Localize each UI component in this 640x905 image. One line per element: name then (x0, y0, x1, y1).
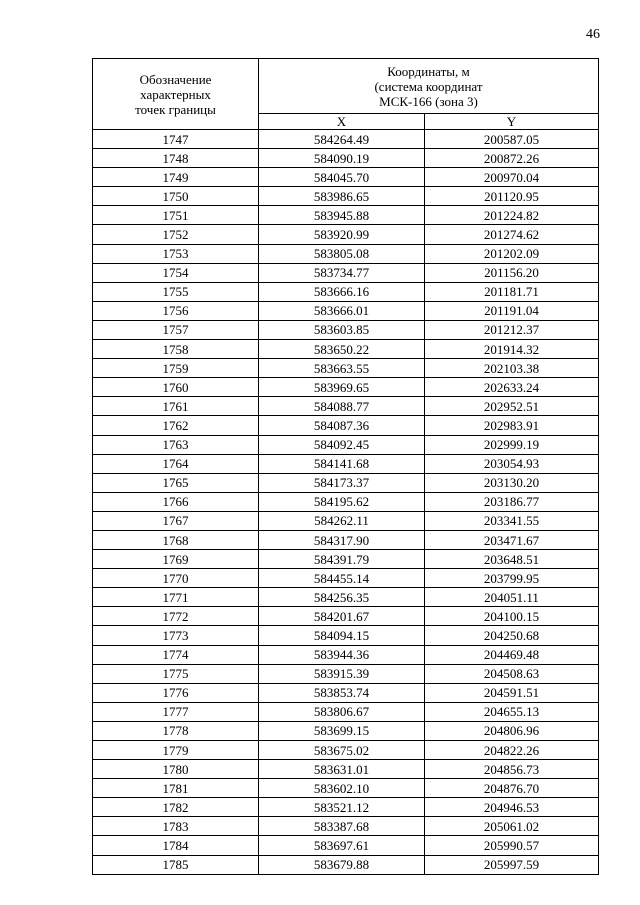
cell-x: 583666.16 (259, 282, 425, 301)
header-x: X (259, 114, 425, 130)
table-row (93, 168, 599, 187)
table-row (93, 206, 599, 225)
cell-point: 1767 (93, 511, 259, 530)
cell-y: 201191.04 (425, 301, 599, 320)
cell-y: 203130.20 (425, 473, 599, 492)
table-body (93, 130, 599, 875)
cell-y: 202983.91 (425, 416, 599, 435)
cell-point: 1763 (93, 435, 259, 454)
cell-point: 1776 (93, 683, 259, 702)
cell-x: 583915.39 (259, 664, 425, 683)
cell-x: 584173.37 (259, 473, 425, 492)
cell-point: 1759 (93, 359, 259, 378)
table-row (93, 416, 599, 435)
cell-point: 1780 (93, 760, 259, 779)
cell-x: 584262.11 (259, 511, 425, 530)
table-row (93, 741, 599, 760)
header-coordinates (259, 59, 599, 114)
cell-x: 584195.62 (259, 492, 425, 511)
table-row (93, 397, 599, 416)
cell-y: 205061.02 (425, 817, 599, 836)
cell-x: 583631.01 (259, 760, 425, 779)
cell-point: 1770 (93, 569, 259, 588)
header-designation-line-1: Обозначение (139, 71, 212, 87)
table-row (93, 702, 599, 721)
cell-x: 583521.12 (259, 798, 425, 817)
cell-x: 583806.67 (259, 702, 425, 721)
cell-y: 204822.26 (425, 741, 599, 760)
cell-y: 201202.09 (425, 244, 599, 263)
cell-x: 583986.65 (259, 187, 425, 206)
cell-x: 584391.79 (259, 550, 425, 569)
table-row (93, 569, 599, 588)
cell-point: 1784 (93, 836, 259, 855)
table-row (93, 454, 599, 473)
cell-x: 583650.22 (259, 340, 425, 359)
cell-point: 1782 (93, 798, 259, 817)
cell-point: 1772 (93, 607, 259, 626)
cell-point: 1766 (93, 492, 259, 511)
cell-point: 1768 (93, 530, 259, 549)
table-row (93, 320, 599, 339)
cell-x: 584264.49 (259, 130, 425, 149)
header-coordinates-line-1: Координаты, м (387, 63, 470, 79)
table-row (93, 664, 599, 683)
cell-x: 584092.45 (259, 435, 425, 454)
cell-y: 202952.51 (425, 397, 599, 416)
table-row (93, 683, 599, 702)
table-row (93, 130, 599, 149)
cell-y: 203648.51 (425, 550, 599, 569)
cell-y: 201224.82 (425, 206, 599, 225)
cell-x: 583602.10 (259, 779, 425, 798)
cell-point: 1783 (93, 817, 259, 836)
cell-x: 583734.77 (259, 263, 425, 282)
header-y: Y (425, 114, 599, 130)
table-row (93, 359, 599, 378)
cell-point: 1760 (93, 378, 259, 397)
cell-x: 583603.85 (259, 320, 425, 339)
cell-y: 204508.63 (425, 664, 599, 683)
cell-point: 1747 (93, 130, 259, 149)
cell-point: 1754 (93, 263, 259, 282)
cell-y: 201120.95 (425, 187, 599, 206)
table-header-row (93, 59, 599, 114)
table-row (93, 626, 599, 645)
cell-point: 1774 (93, 645, 259, 664)
cell-y: 203054.93 (425, 454, 599, 473)
cell-y: 202999.19 (425, 435, 599, 454)
cell-y: 204591.51 (425, 683, 599, 702)
cell-y: 203471.67 (425, 530, 599, 549)
table-row (93, 263, 599, 282)
cell-y: 205990.57 (425, 836, 599, 855)
table-row (93, 607, 599, 626)
header-coordinates-line-3: МСК-166 (зона 3) (379, 93, 478, 109)
cell-point: 1748 (93, 149, 259, 168)
table-row (93, 301, 599, 320)
cell-point: 1751 (93, 206, 259, 225)
cell-point: 1777 (93, 702, 259, 721)
cell-point: 1749 (93, 168, 259, 187)
table-row (93, 244, 599, 263)
table-row (93, 855, 599, 874)
cell-y: 203186.77 (425, 492, 599, 511)
cell-point: 1769 (93, 550, 259, 569)
cell-point: 1773 (93, 626, 259, 645)
cell-x: 584094.15 (259, 626, 425, 645)
table-row (93, 511, 599, 530)
table-row (93, 779, 599, 798)
cell-y: 204100.15 (425, 607, 599, 626)
cell-x: 583387.68 (259, 817, 425, 836)
table-row (93, 817, 599, 836)
table-row (93, 378, 599, 397)
cell-x: 583666.01 (259, 301, 425, 320)
cell-x: 584317.90 (259, 530, 425, 549)
table-row (93, 340, 599, 359)
cell-y: 200970.04 (425, 168, 599, 187)
cell-point: 1775 (93, 664, 259, 683)
cell-point: 1771 (93, 588, 259, 607)
cell-x: 583675.02 (259, 741, 425, 760)
cell-point: 1752 (93, 225, 259, 244)
cell-y: 201914.32 (425, 340, 599, 359)
cell-x: 583697.61 (259, 836, 425, 855)
table-row (93, 588, 599, 607)
table-row (93, 149, 599, 168)
cell-point: 1762 (93, 416, 259, 435)
cell-y: 201181.71 (425, 282, 599, 301)
cell-y: 202633.24 (425, 378, 599, 397)
cell-point: 1753 (93, 244, 259, 263)
table-row (93, 530, 599, 549)
cell-y: 201212.37 (425, 320, 599, 339)
cell-x: 584455.14 (259, 569, 425, 588)
cell-x: 583945.88 (259, 206, 425, 225)
header-point-designation (93, 59, 259, 130)
cell-point: 1778 (93, 721, 259, 740)
cell-x: 583805.08 (259, 244, 425, 263)
cell-y: 204876.70 (425, 779, 599, 798)
cell-y: 205997.59 (425, 855, 599, 874)
table-row (93, 187, 599, 206)
table-row (93, 492, 599, 511)
cell-y: 204250.68 (425, 626, 599, 645)
cell-y: 202103.38 (425, 359, 599, 378)
cell-x: 584087.36 (259, 416, 425, 435)
page-number: 46 (586, 27, 600, 42)
cell-y: 204051.11 (425, 588, 599, 607)
cell-point: 1765 (93, 473, 259, 492)
cell-x: 583969.65 (259, 378, 425, 397)
cell-y: 204469.48 (425, 645, 599, 664)
table-row (93, 473, 599, 492)
cell-y: 201274.62 (425, 225, 599, 244)
cell-point: 1785 (93, 855, 259, 874)
cell-point: 1757 (93, 320, 259, 339)
cell-x: 583944.36 (259, 645, 425, 664)
cell-y: 203341.55 (425, 511, 599, 530)
table-row (93, 721, 599, 740)
cell-x: 584256.35 (259, 588, 425, 607)
coordinates-table (92, 58, 599, 875)
cell-x: 583679.88 (259, 855, 425, 874)
cell-x: 584090.19 (259, 149, 425, 168)
cell-x: 584088.77 (259, 397, 425, 416)
cell-y: 201156.20 (425, 263, 599, 282)
cell-x: 584045.70 (259, 168, 425, 187)
table-row (93, 282, 599, 301)
table-row (93, 760, 599, 779)
header-designation-line-3: точек границы (135, 101, 216, 117)
header-designation-line-2: характерных (140, 86, 211, 102)
cell-point: 1761 (93, 397, 259, 416)
cell-point: 1758 (93, 340, 259, 359)
cell-point: 1781 (93, 779, 259, 798)
cell-x: 583853.74 (259, 683, 425, 702)
table-row (93, 550, 599, 569)
cell-point: 1756 (93, 301, 259, 320)
cell-y: 200587.05 (425, 130, 599, 149)
cell-y: 204806.96 (425, 721, 599, 740)
cell-point: 1764 (93, 454, 259, 473)
cell-y: 203799.95 (425, 569, 599, 588)
cell-x: 583920.99 (259, 225, 425, 244)
cell-point: 1750 (93, 187, 259, 206)
cell-y: 204856.73 (425, 760, 599, 779)
cell-x: 584141.68 (259, 454, 425, 473)
cell-point: 1755 (93, 282, 259, 301)
cell-y: 204655.13 (425, 702, 599, 721)
header-coordinates-line-2: (система координат (374, 78, 483, 94)
table-row (93, 645, 599, 664)
cell-y: 200872.26 (425, 149, 599, 168)
cell-y: 204946.53 (425, 798, 599, 817)
table-row (93, 435, 599, 454)
table-row (93, 225, 599, 244)
cell-x: 583663.55 (259, 359, 425, 378)
cell-x: 584201.67 (259, 607, 425, 626)
cell-point: 1779 (93, 741, 259, 760)
table-row (93, 836, 599, 855)
cell-x: 583699.15 (259, 721, 425, 740)
table-row (93, 798, 599, 817)
